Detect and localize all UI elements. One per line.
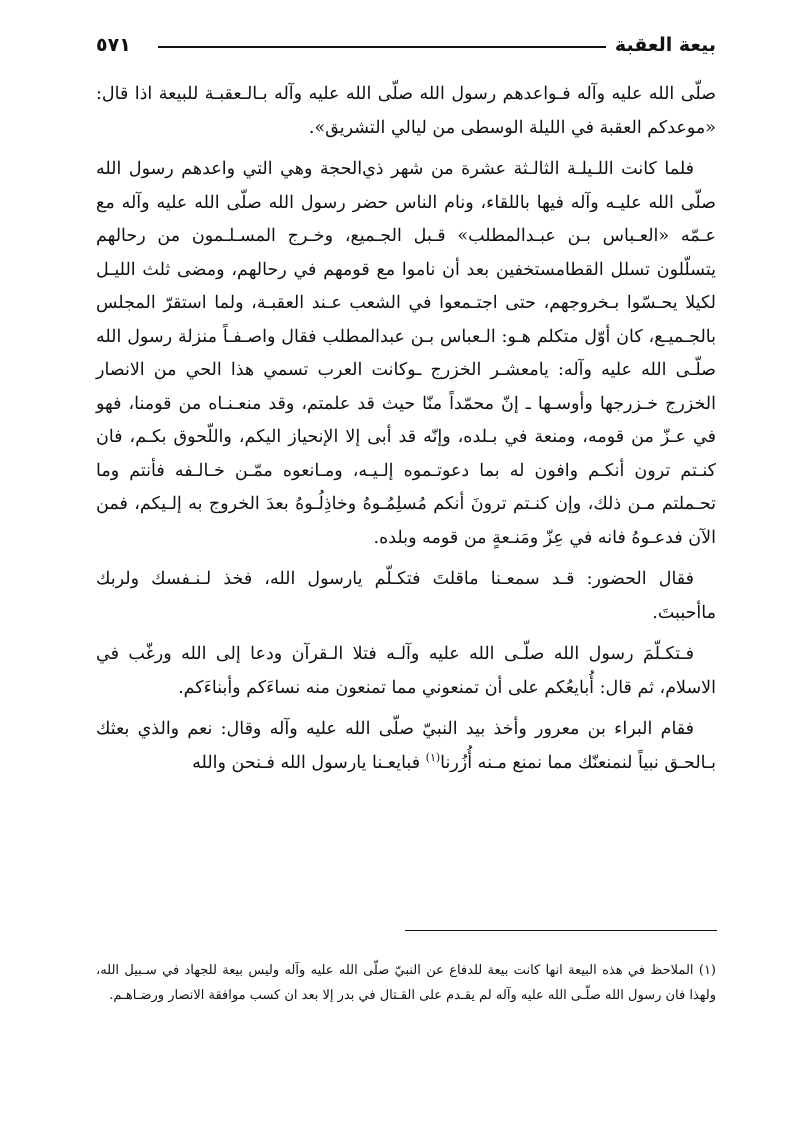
page-header [96,30,716,60]
paragraph-4: فـتكـلّمَ رسول الله صلّـى الله عليه وآلـه فتلا الـقرآن ودعا إلى الله ورغّب في الاسلام، ثم قال: أُبايعُكم على أن تمنعوني مما تمنعون منه نساءَكم وأبناءَكم. [96,644,716,698]
header-rule [158,46,606,48]
main-text [96,78,716,788]
paragraph-5 [96,713,716,780]
footnote-rule [405,930,717,931]
footnote: (١) الملاحظ في هذه البيعة انها كانت بيعة للدفاع عن النبيّ صلّى الله عليه وآله وليس بيعة للجهاد في سـبيل الله، ولهذا فان رسول الله صلّـى الله عليه وآله لم يقـدم على القـتال في بدر إلا بعد ان كسب موافقة الانصار ورضـاهـم. [96,963,716,1003]
paragraph-1: صلّى الله عليه وآله فـواعدهم رسول الله صلّى الله عليه وآله بـالـعقبـة للبيعة اذا قال: «موعدكم العقبة في الليلة الوسطى من ليالي التشريق». [96,84,716,138]
running-title: بيعة العقبة [614,34,716,56]
footnote-ref: (١) [425,750,441,764]
paragraph-2: فلما كانت اللـيلـة الثالـثة عشرة من شهر ذي‌الحجة وهي التي واعدهم رسول الله صلّى الله عليـه وآله فيها باللقاء، ونام الناس حضر رسول الله صلّى الله عليه وآله مع عـمّه «العـباس بـن عبـدالمطلب» قـبل الجـميع، وخـرج المسـلـمون من رحالهم يتسلّلون تسلل القطامستخفين بعد أن ناموا مع قومهم في رحالهم، ومضى ثلث الليـل لكيلا يحـسّوا بـخروجهم، حتى اجتـمعوا في الشعب عـند العقبـة، ولما استقرّ المجلس بالجـميـع، كان أوّل متكلم هـو: الـعباس بـن عبدالمطلب فقال واصـفـاً منزلة رسول الله صلّـى الله عليه وآله: يامعشـر الخزرج ـوكانت العرب تسمي هذا الحي من الانصار الخزرج خـزرجها وأوسـها ـ إنّ محمّداً منّا حيث قد علمتم، وقد منعـنـاه من قومنا، فهو في عـزّ من قومه، ومنعة في بـلده، وإنّه قد أبى إلا الإنحياز اليكم، واللّحوق بكـم، فان كنـتم ترون أنكـم وافون له بما دعوتـموه إلـيـه، ومـانعوه ممّـن خـالـفه فأنتم وما تحـملتم مـن ذلك، وإن كنـتم ترونَ أنكم مُسلِمُـوهُ وخاذِلُـوهُ بعدَ الخروج به إلـيكم، فمن الآن فدعـوهُ فانه في عِزّ ومَنـعةٍ من قومه وبلده. [96,159,716,548]
paragraph-3: فقال الحضور: قـد سمعـنا ماقلتَ فتكـلّم يارسول الله، فخذ لـنـفسك ولربك ماأحببتَ. [96,569,716,623]
paragraph-5-text: فقام البراء بن معرور وأخذ بيد النبيّ صلّى الله عليه وآله وقال: نعم والذي بعثك بـالحـق نبياً لنمنعنّك مما نمنع مـنه أُزُرنا [96,719,716,773]
page-number: ٥٧١ [96,34,131,56]
paragraph-5-tail: فبايعـنا يارسول الله فـنحن والله [192,752,426,773]
